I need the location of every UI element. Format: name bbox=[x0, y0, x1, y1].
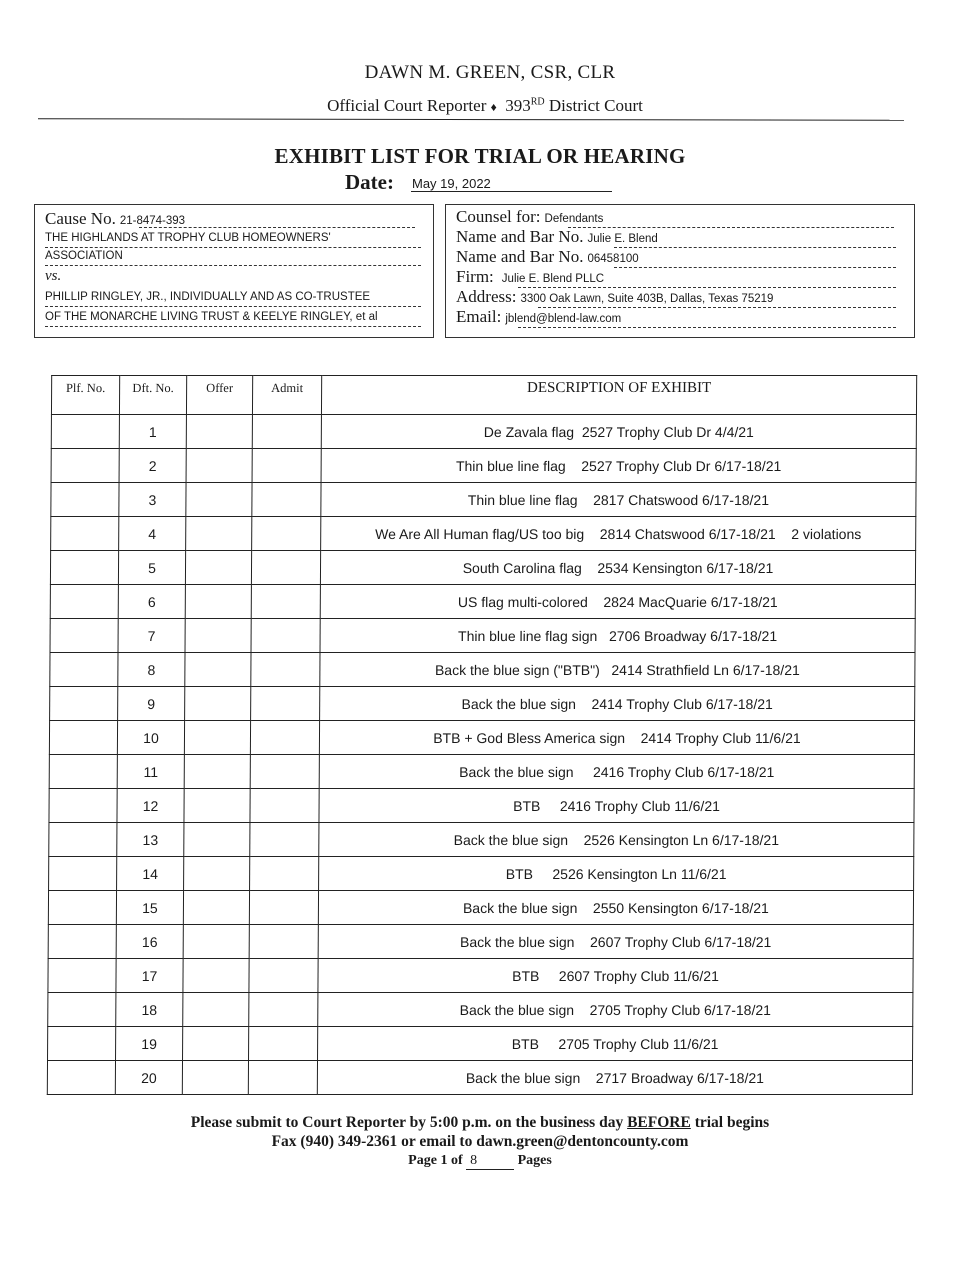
dft-no-cell[interactable] bbox=[118, 653, 185, 687]
description-cell[interactable] bbox=[320, 619, 915, 653]
table-row bbox=[49, 789, 914, 823]
plf-no-cell[interactable] bbox=[48, 959, 116, 993]
column-header-offer: Offer bbox=[186, 376, 252, 415]
description-cell[interactable] bbox=[318, 1027, 913, 1061]
plaintiff-line-2[interactable]: ASSOCIATION bbox=[45, 250, 123, 262]
table-row bbox=[50, 551, 915, 585]
admit-cell[interactable] bbox=[249, 993, 318, 1027]
description-cell[interactable] bbox=[319, 823, 914, 857]
description-cell-text: Back the blue sign ("BTB") 2414 Strathfield Ln 6/17-18/21 bbox=[434, 661, 800, 678]
plf-no-cell[interactable] bbox=[51, 517, 119, 551]
dft-no-cell[interactable] bbox=[118, 551, 185, 585]
dft-no-cell-text: 20 bbox=[141, 1069, 157, 1086]
dft-no-cell[interactable] bbox=[119, 517, 186, 551]
table-row bbox=[51, 483, 916, 517]
dft-no-cell-text: 2 bbox=[148, 457, 157, 474]
instruction-text-pre: Please submit to Court Reporter by 5:00 p.m. on the business day bbox=[190, 1114, 628, 1131]
description-cell[interactable] bbox=[320, 653, 915, 687]
dft-no-cell[interactable] bbox=[116, 959, 183, 993]
court-name: District Court bbox=[548, 96, 643, 115]
counsel-for-field[interactable] bbox=[456, 207, 603, 227]
firm-value: Julie E. Blend PLLC bbox=[501, 273, 605, 285]
admit-cell[interactable] bbox=[252, 483, 321, 517]
admit-cell[interactable] bbox=[251, 585, 320, 619]
admit-cell[interactable] bbox=[252, 415, 321, 449]
defendant-line-1[interactable]: PHILLIP RINGLEY, JR., INDIVIDUALLY AND AS CO-TRUSTEE bbox=[45, 291, 371, 303]
dft-no-cell[interactable] bbox=[116, 993, 183, 1027]
plf-no-cell[interactable] bbox=[49, 857, 117, 891]
table-row bbox=[50, 619, 915, 653]
offer-cell[interactable] bbox=[185, 551, 251, 585]
table-row bbox=[49, 823, 914, 857]
description-cell-text: US flag multi-colored 2824 MacQuarie 6/17-18/21 bbox=[457, 593, 778, 610]
description-cell[interactable] bbox=[320, 687, 915, 721]
table-row bbox=[50, 585, 915, 619]
description-cell[interactable] bbox=[321, 483, 916, 517]
name-bar-label-2: Name and Bar No. bbox=[456, 247, 584, 266]
table-row bbox=[51, 517, 916, 551]
firm-label: Firm: bbox=[456, 267, 494, 286]
description-cell-text: BTB 2607 Trophy Club 11/6/21 bbox=[512, 967, 719, 984]
description-cell-text: De Zavala flag 2527 Trophy Club Dr 4/4/21 bbox=[483, 423, 754, 440]
cause-number-field[interactable] bbox=[45, 209, 185, 229]
email-underline bbox=[518, 327, 896, 328]
dft-no-cell-text: 19 bbox=[141, 1035, 157, 1052]
plf-no-cell[interactable] bbox=[48, 891, 116, 925]
reporter-subtitle bbox=[270, 96, 700, 116]
dft-no-cell-text: 11 bbox=[143, 763, 159, 780]
address-value: 3300 Oak Lawn, Suite 403B, Dallas, Texas 75219 bbox=[520, 293, 774, 305]
description-cell[interactable] bbox=[321, 517, 916, 551]
dft-no-cell[interactable] bbox=[117, 823, 184, 857]
document-title: EXHIBIT LIST FOR TRIAL OR HEARING bbox=[274, 144, 686, 168]
counsel-for-label: Counsel for: bbox=[456, 207, 541, 226]
header-divider bbox=[38, 118, 904, 121]
email-value: jblend@blend-law.com bbox=[505, 313, 622, 325]
instruction-text-post: trial begins bbox=[690, 1114, 770, 1131]
offer-cell[interactable] bbox=[183, 993, 249, 1027]
description-cell-text: Back the blue sign 2607 Trophy Club 6/17-18/21 bbox=[460, 933, 772, 950]
dft-no-cell[interactable] bbox=[117, 755, 184, 789]
contact-info: Fax (940) 349-2361 or email to dawn.green@dentoncounty.com bbox=[271, 1133, 689, 1150]
description-cell-text: Back the blue sign 2550 Kensington 6/17-18/21 bbox=[462, 899, 769, 916]
column-header-description: DESCRIPTION OF EXHIBIT bbox=[321, 376, 916, 415]
table-row bbox=[51, 415, 916, 449]
table-row bbox=[48, 925, 913, 959]
admit-cell[interactable] bbox=[251, 619, 320, 653]
dft-no-cell[interactable] bbox=[116, 1027, 183, 1061]
plf-no-cell[interactable] bbox=[50, 585, 118, 619]
table-row bbox=[48, 993, 913, 1027]
reporter-name: DAWN M. GREEN, CSR, CLR bbox=[364, 62, 616, 83]
plf-no-cell[interactable] bbox=[50, 653, 118, 687]
dft-no-cell[interactable] bbox=[118, 585, 185, 619]
description-cell[interactable] bbox=[320, 585, 915, 619]
description-cell[interactable] bbox=[319, 857, 914, 891]
page-total: 8 bbox=[466, 1153, 514, 1170]
dft-no-cell-text: 18 bbox=[141, 1001, 158, 1018]
description-cell[interactable] bbox=[319, 721, 914, 755]
address-field[interactable] bbox=[456, 287, 773, 307]
dft-no-cell-text: 13 bbox=[142, 831, 159, 848]
offer-cell[interactable] bbox=[185, 585, 251, 619]
counsel-info-box bbox=[445, 204, 915, 338]
admit-cell[interactable] bbox=[250, 721, 319, 755]
offer-cell[interactable] bbox=[183, 925, 249, 959]
offer-cell[interactable] bbox=[185, 653, 251, 687]
description-cell[interactable] bbox=[318, 993, 913, 1027]
name-bar-value-2: 06458100 bbox=[587, 253, 639, 265]
dft-no-cell-text: 9 bbox=[147, 695, 156, 712]
plf-no-cell[interactable] bbox=[48, 993, 116, 1027]
description-cell-text: Thin blue line flag sign 2706 Broadway 6/17-18/21 bbox=[457, 627, 778, 644]
description-cell-text: Back the blue sign 2526 Kensington Ln 6/17-18/21 bbox=[453, 831, 780, 848]
dft-no-cell[interactable] bbox=[119, 449, 186, 483]
description-cell-text: Thin blue line flag 2817 Chatswood 6/17-18/21 bbox=[467, 491, 770, 508]
admit-cell[interactable] bbox=[249, 925, 318, 959]
firm-field[interactable] bbox=[456, 267, 604, 287]
plf-no-cell[interactable] bbox=[50, 619, 118, 653]
dft-no-cell[interactable] bbox=[118, 687, 185, 721]
admit-cell[interactable] bbox=[250, 755, 319, 789]
offer-cell[interactable] bbox=[183, 891, 249, 925]
date-field[interactable]: May 19, 2022 bbox=[411, 176, 612, 192]
column-header-plf-no: Plf. No. bbox=[51, 376, 119, 415]
description-cell-text: Back the blue sign 2416 Trophy Club 6/17-18/21 bbox=[459, 763, 775, 780]
offer-cell[interactable] bbox=[185, 687, 251, 721]
court-number: 393 bbox=[505, 96, 531, 115]
offer-cell[interactable] bbox=[184, 755, 250, 789]
description-cell-text: Back the blue sign 2705 Trophy Club 6/17-18/21 bbox=[459, 1001, 772, 1018]
cause-underline bbox=[139, 227, 415, 228]
plf-no-cell[interactable] bbox=[50, 551, 118, 585]
admit-cell[interactable] bbox=[250, 857, 319, 891]
plf-no-cell[interactable] bbox=[50, 687, 118, 721]
dft-no-cell[interactable] bbox=[117, 721, 184, 755]
plf-no-cell[interactable] bbox=[49, 721, 117, 755]
dft-no-cell-text: 17 bbox=[141, 967, 158, 984]
offer-cell[interactable] bbox=[184, 823, 250, 857]
name-bar-field-1[interactable] bbox=[456, 227, 658, 247]
defendant-line-2[interactable]: OF THE MONARCHE LIVING TRUST & KEELYE RINGLEY, et al bbox=[45, 311, 378, 323]
dft-no-cell[interactable] bbox=[119, 483, 186, 517]
dft-no-cell-text: 16 bbox=[141, 933, 158, 950]
table-row bbox=[49, 755, 914, 789]
dft-no-cell[interactable] bbox=[117, 789, 184, 823]
offer-cell[interactable] bbox=[183, 1027, 249, 1061]
dft-no-cell[interactable] bbox=[115, 1061, 182, 1095]
plf-no-cell[interactable] bbox=[49, 823, 117, 857]
defendant-underline-2 bbox=[45, 326, 421, 327]
description-cell-text: Back the blue sign 2414 Trophy Club 6/17-18/21 bbox=[461, 695, 773, 712]
dft-no-cell-text: 15 bbox=[142, 899, 158, 916]
table-row bbox=[49, 857, 914, 891]
description-cell[interactable] bbox=[319, 755, 914, 789]
admit-cell[interactable] bbox=[252, 449, 321, 483]
description-cell[interactable] bbox=[321, 449, 916, 483]
address-label: Address: bbox=[456, 287, 517, 306]
offer-cell[interactable] bbox=[182, 1061, 248, 1095]
name-bar-underline-2 bbox=[614, 267, 896, 268]
dft-no-cell-text: 12 bbox=[142, 797, 159, 814]
offer-cell[interactable] bbox=[184, 721, 250, 755]
offer-cell[interactable] bbox=[185, 619, 251, 653]
description-cell-text: South Carolina flag 2534 Kensington 6/17-18/21 bbox=[462, 559, 774, 576]
diamond-icon: ♦ bbox=[490, 100, 497, 114]
description-cell-text: Back the blue sign 2717 Broadway 6/17-18/21 bbox=[465, 1069, 765, 1086]
versus-text: vs. bbox=[45, 268, 62, 284]
date-label: Date: bbox=[345, 170, 394, 194]
description-cell[interactable] bbox=[318, 925, 913, 959]
dft-no-cell-text: 14 bbox=[142, 865, 158, 882]
cause-label: Cause No. bbox=[45, 209, 116, 228]
plf-no-cell[interactable] bbox=[51, 415, 119, 449]
admit-cell[interactable] bbox=[251, 687, 320, 721]
name-bar-value-1: Julie E. Blend bbox=[587, 233, 658, 245]
versus-label bbox=[45, 268, 61, 285]
admit-cell[interactable] bbox=[249, 1027, 318, 1061]
name-bar-underline-1 bbox=[614, 247, 896, 248]
offer-cell[interactable] bbox=[186, 415, 252, 449]
description-cell-text: BTB 2526 Kensington Ln 11/6/21 bbox=[505, 865, 727, 882]
dft-no-cell[interactable] bbox=[119, 415, 186, 449]
admit-cell[interactable] bbox=[249, 959, 318, 993]
page-indicator bbox=[0, 1153, 960, 1170]
table-row bbox=[48, 891, 913, 925]
page-suffix: Pages bbox=[517, 1153, 552, 1168]
description-cell[interactable] bbox=[319, 789, 914, 823]
table-row bbox=[48, 959, 913, 993]
submission-instructions bbox=[0, 1114, 960, 1132]
admit-cell[interactable] bbox=[251, 551, 320, 585]
dft-no-cell-text: 7 bbox=[147, 627, 156, 644]
plf-no-cell[interactable] bbox=[48, 925, 116, 959]
court-suffix: RD bbox=[530, 96, 545, 108]
dft-no-cell[interactable] bbox=[118, 619, 185, 653]
dft-no-cell-text: 5 bbox=[148, 559, 156, 576]
offer-cell[interactable] bbox=[186, 449, 252, 483]
reporter-title: Official Court Reporter bbox=[327, 96, 487, 115]
table-row bbox=[51, 449, 916, 483]
description-cell-text: BTB + God Bless America sign 2414 Trophy Club 11/6/21 bbox=[433, 729, 801, 746]
plaintiff-underline-2 bbox=[45, 265, 421, 266]
dft-no-cell[interactable] bbox=[117, 857, 184, 891]
admit-cell[interactable] bbox=[250, 823, 319, 857]
admit-cell[interactable] bbox=[248, 1061, 317, 1095]
admit-cell[interactable] bbox=[252, 517, 321, 551]
email-label: Email: bbox=[456, 307, 502, 326]
dft-no-cell[interactable] bbox=[116, 925, 183, 959]
description-cell-text: We Are All Human flag/US too big 2814 Chatswood 6/17-18/21 2 violations bbox=[375, 525, 862, 542]
dft-no-cell-text: 10 bbox=[143, 729, 159, 746]
exhibit-table bbox=[47, 375, 917, 1095]
dft-no-cell-text: 4 bbox=[148, 525, 157, 542]
admit-cell[interactable] bbox=[250, 789, 319, 823]
admit-cell[interactable] bbox=[251, 653, 320, 687]
column-header-dft-no: Dft. No. bbox=[119, 376, 186, 415]
description-cell[interactable] bbox=[318, 959, 913, 993]
defendant-underline-1 bbox=[45, 306, 421, 307]
case-info-box bbox=[34, 204, 434, 338]
table-row bbox=[48, 1027, 913, 1061]
email-field[interactable] bbox=[456, 307, 621, 327]
table-row bbox=[50, 687, 915, 721]
plf-no-cell[interactable] bbox=[49, 789, 117, 823]
name-bar-field-2[interactable] bbox=[456, 247, 639, 267]
plf-no-cell[interactable] bbox=[51, 483, 119, 517]
description-cell[interactable] bbox=[321, 415, 916, 449]
description-cell[interactable] bbox=[318, 891, 913, 925]
table-header-row bbox=[51, 376, 916, 415]
plf-no-cell[interactable] bbox=[49, 755, 117, 789]
plf-no-cell[interactable] bbox=[47, 1061, 115, 1095]
exhibit-table-body bbox=[47, 415, 916, 1095]
dft-no-cell[interactable] bbox=[116, 891, 183, 925]
offer-cell[interactable] bbox=[184, 857, 250, 891]
offer-cell[interactable] bbox=[186, 517, 252, 551]
instruction-emphasis: BEFORE bbox=[627, 1114, 691, 1131]
column-header-admit: Admit bbox=[252, 376, 321, 415]
offer-cell[interactable] bbox=[183, 959, 249, 993]
plf-no-cell[interactable] bbox=[48, 1027, 116, 1061]
plaintiff-line-1[interactable]: THE HIGHLANDS AT TROPHY CLUB HOMEOWNERS' bbox=[45, 232, 331, 244]
table-row bbox=[49, 721, 914, 755]
offer-cell[interactable] bbox=[184, 789, 250, 823]
description-cell[interactable] bbox=[317, 1061, 912, 1095]
admit-cell[interactable] bbox=[249, 891, 318, 925]
table-row bbox=[47, 1061, 912, 1095]
cause-number: 21-8474-393 bbox=[119, 215, 186, 227]
dft-no-cell-text: 6 bbox=[147, 593, 156, 610]
plf-no-cell[interactable] bbox=[51, 449, 119, 483]
offer-cell[interactable] bbox=[186, 483, 252, 517]
counsel-for-value: Defendants bbox=[544, 213, 604, 225]
dft-no-cell-text: 1 bbox=[148, 423, 157, 440]
description-cell-text: BTB 2416 Trophy Club 11/6/21 bbox=[513, 797, 720, 814]
description-cell-text: BTB 2705 Trophy Club 11/6/21 bbox=[511, 1035, 719, 1052]
dft-no-cell-text: 8 bbox=[147, 661, 156, 678]
page-prefix: Page 1 of bbox=[408, 1153, 463, 1168]
plaintiff-underline-1 bbox=[45, 247, 421, 248]
table-row bbox=[50, 653, 915, 687]
dft-no-cell-text: 3 bbox=[148, 491, 157, 508]
description-cell[interactable] bbox=[320, 551, 915, 585]
name-bar-label-1: Name and Bar No. bbox=[456, 227, 584, 246]
description-cell-text: Thin blue line flag 2527 Trophy Club Dr 6/17-18/21 bbox=[455, 457, 782, 474]
